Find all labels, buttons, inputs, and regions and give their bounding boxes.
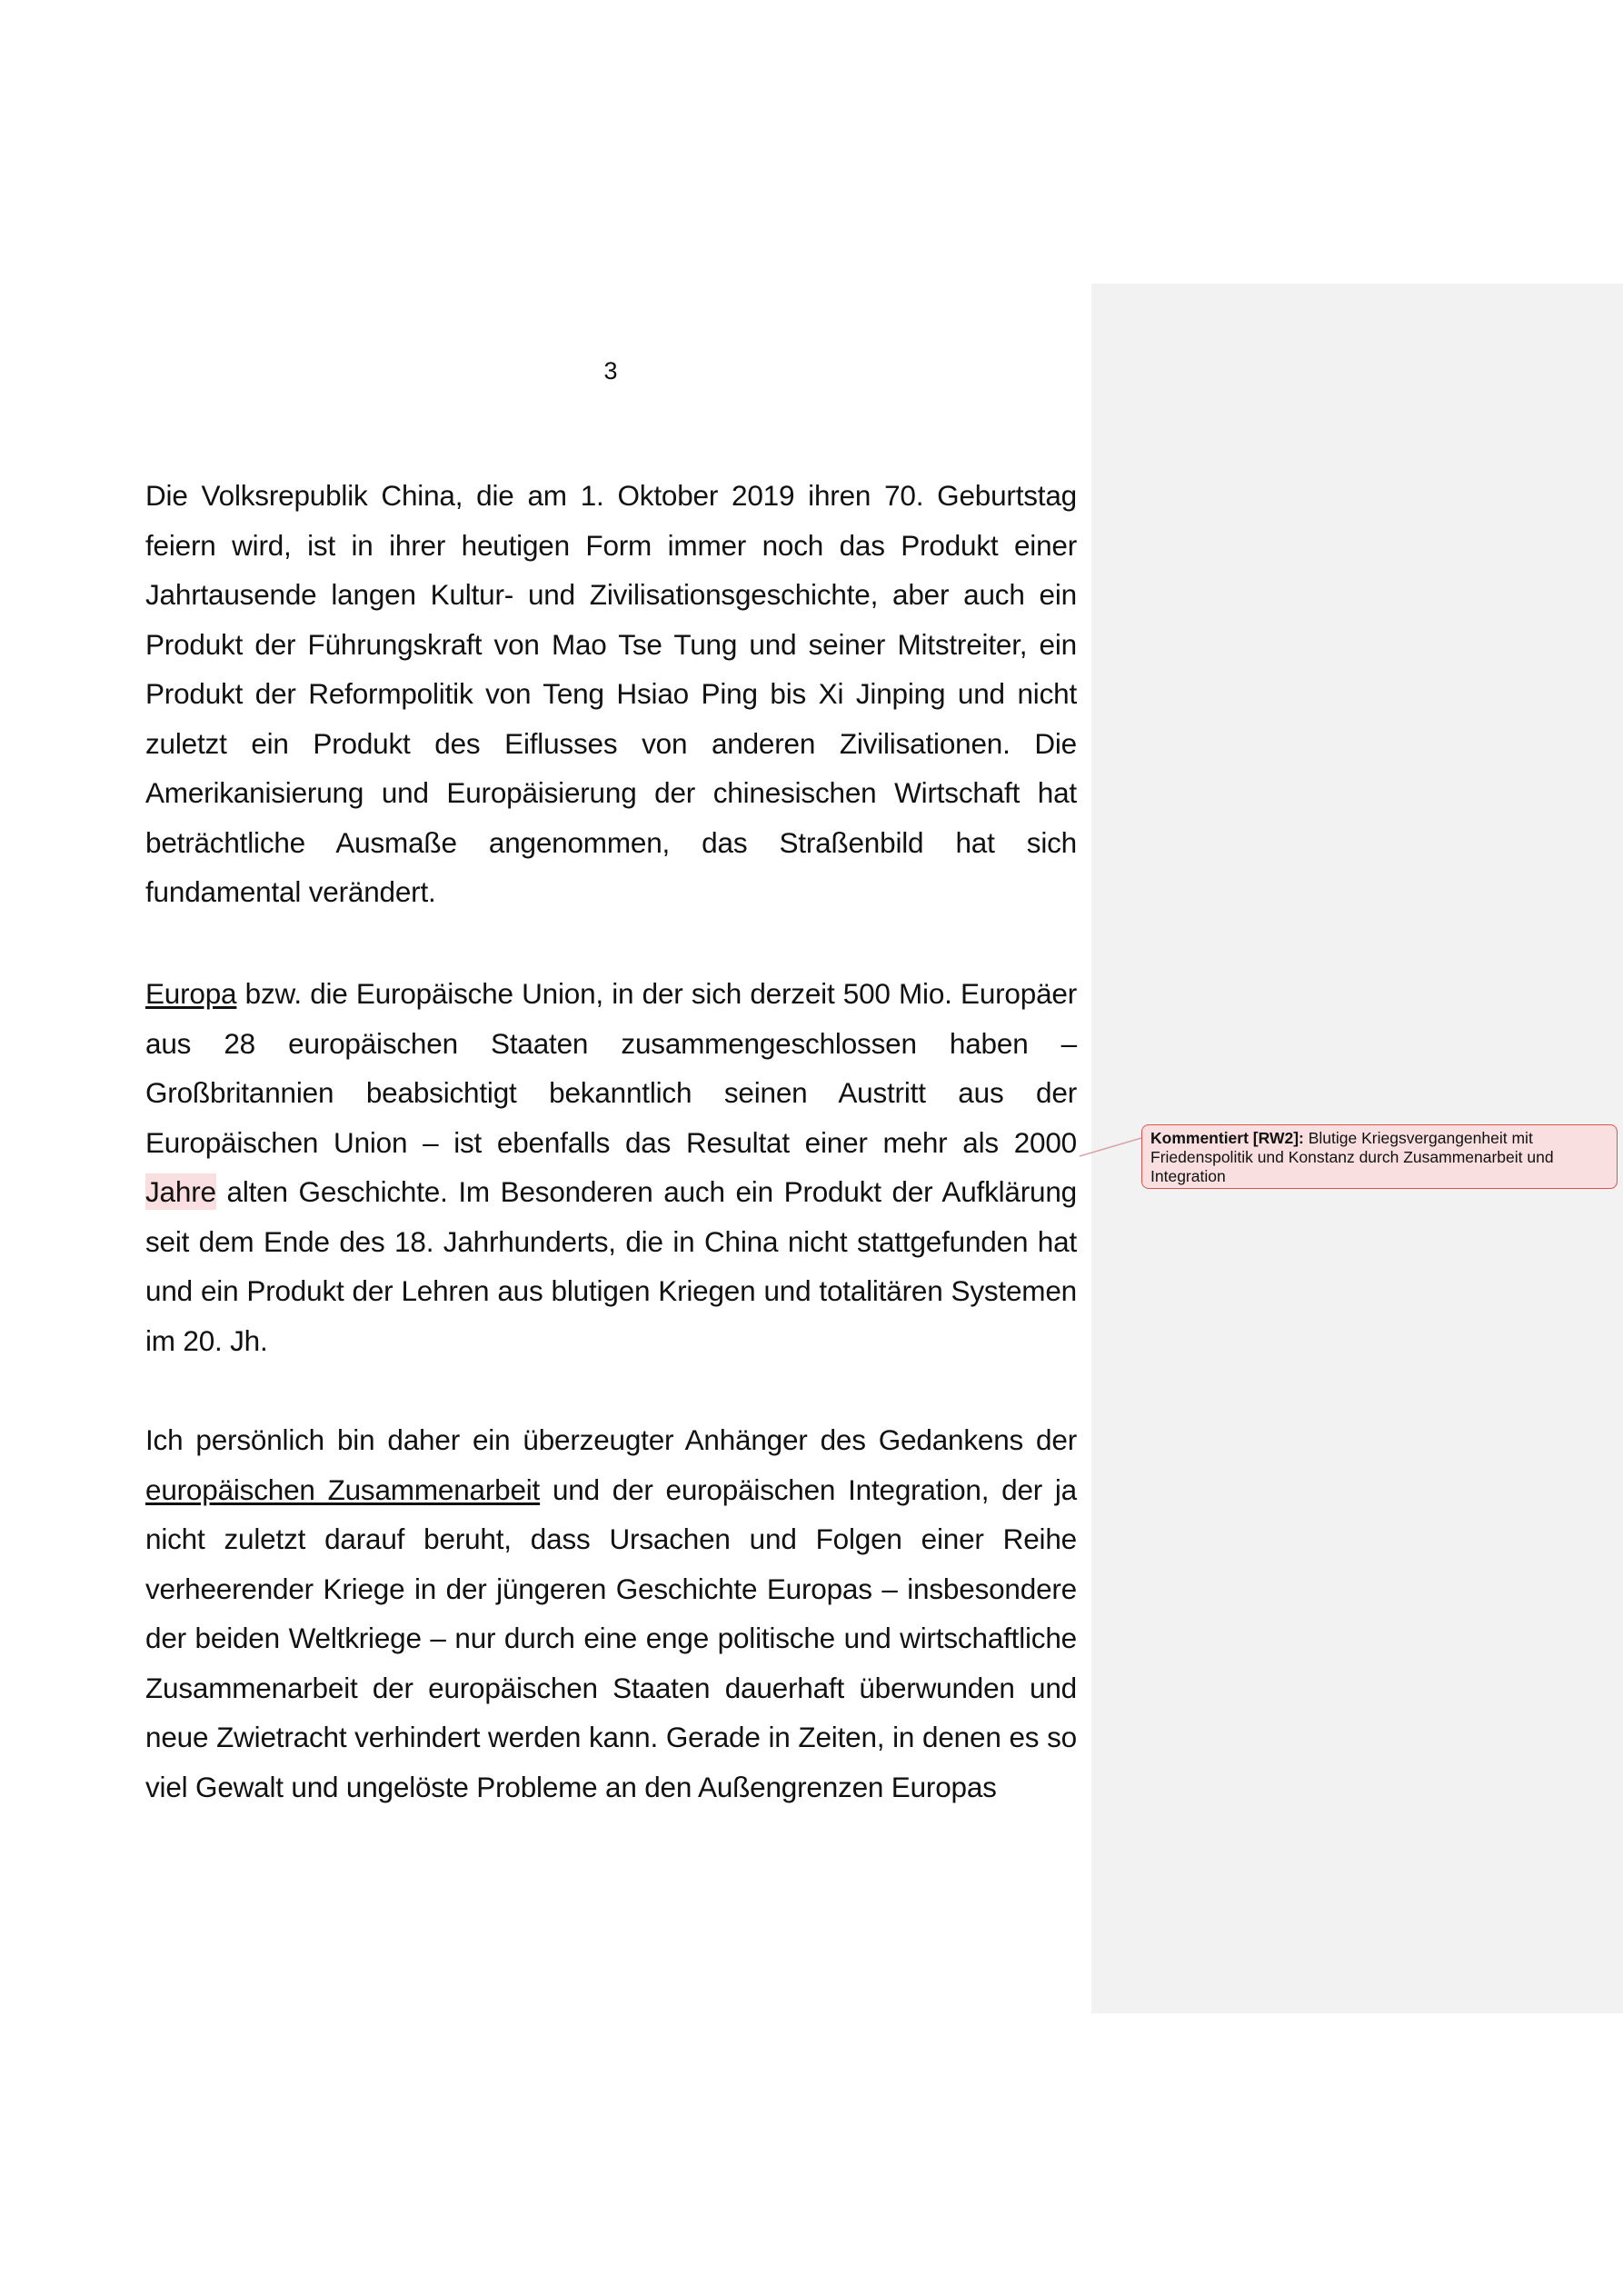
underlined-phrase-zusammenarbeit: europäischen Zusammenarbeit	[145, 1472, 541, 1506]
paragraph-europa-text-1: bzw. die Europäische Union, in der sich derzeit 500 Mio. Europäer aus 28 europäischen Staaten zusammengeschlossen haben – Großbritannien beabsichtigt bekanntlich seinen Austritt aus der Europäischen Union – ist ebenfalls das Resultat einer mehr als 2000	[145, 977, 1077, 1159]
comment-anchor-highlight[interactable]: Jahre	[145, 1175, 216, 1208]
paragraph-europa[interactable]	[145, 969, 1077, 1365]
paragraph-china[interactable]: Die Volksrepublik China, die am 1. Oktober 2019 ihren 70. Geburtstag feiern wird, ist in ihrer heutigen Form immer noch das Produkt einer Jahrtausende langen Kultur- und Zivilisationsgeschichte, aber auch ein Produkt der Führungskraft von Mao Tse Tung und seiner Mitstreiter, ein Produkt der Reformpolitik von Teng Hsiao Ping bis Xi Jinping und nicht zuletzt ein Produkt des Eiflusses von anderen Zivilisationen. Die Amerikanisierung und Europäisierung der chinesischen Wirtschaft hat beträchtliche Ausmaße angenommen, das Straßenbild hat sich fundamental verändert.	[145, 479, 1077, 908]
comment-text: Blutige Kriegsvergangenheit mit Friedenspolitik und Konstanz durch Zusammenarbeit und Integration	[1150, 1129, 1554, 1185]
underlined-word-europa: Europa	[145, 977, 237, 1010]
paragraph-zusammenarbeit[interactable]	[145, 1415, 1077, 1812]
paragraph-europa-text-2: alten Geschichte. Im Besonderen auch ein Produkt der Aufklärung seit dem Ende des 18. Jahrhunderts, die in China nicht stattgefunden hat und ein Produkt der Lehren aus blutigen Kriegen und totalitären Systemen im 20. Jh.	[145, 1175, 1077, 1357]
comment-balloon[interactable]	[1141, 1124, 1618, 1189]
paragraph-zusammenarbeit-text-1: Ich persönlich bin daher ein überzeugter Anhänger des Gedankens der	[145, 1423, 1077, 1456]
comment-author-label: Kommentiert [RW2]:	[1150, 1129, 1304, 1147]
page-number: 3	[603, 357, 618, 384]
paragraph-zusammenarbeit-text-2: und der europäischen Integration, der ja nicht zuletzt darauf beruht, dass Ursachen und Folgen einer Reihe verheerender Kriege in der jüngeren Geschichte Europas – insbesondere der beiden Weltkriege – nur durch eine enge politische und wirtschaftliche Zusammenarbeit der europäischen Staaten dauerhaft überwunden und neue Zwietracht verhindert werden kann. Gerade in Zeiten, in denen es so viel Gewalt und ungelöste Probleme an den Außengrenzen Europas	[145, 1472, 1077, 1803]
